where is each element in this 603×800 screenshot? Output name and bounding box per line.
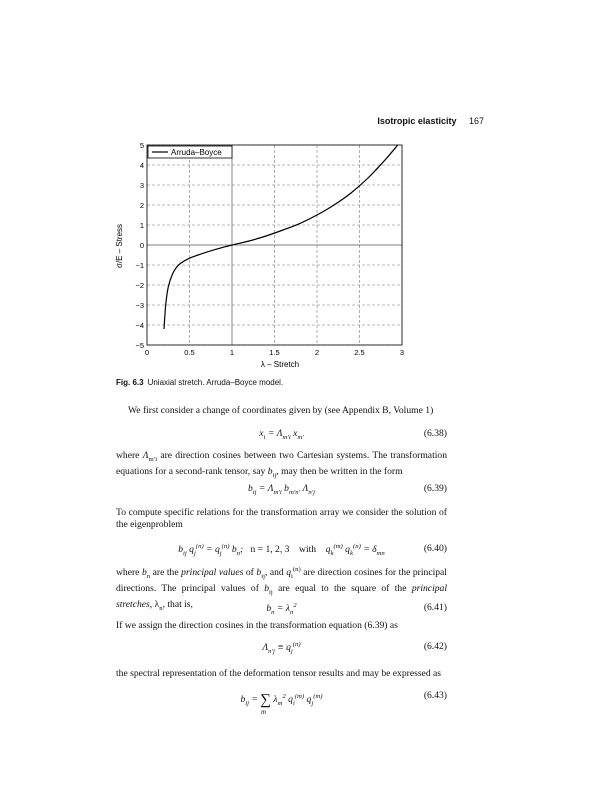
equation-6-38 <box>116 428 447 442</box>
paragraph-2: where $\Lambda_{m'i}$ are direction cosines between two Cartesian systems. The transformation equations for a second-rank tensor, say $b_{ij}$, may then be written in the form <box>116 450 447 479</box>
x-tick-label: 0.5 <box>184 348 195 357</box>
figure-caption <box>116 378 283 387</box>
stress-stretch-chart <box>108 138 418 370</box>
y-tick-label: 2 <box>139 201 144 210</box>
equation-6-38-expr: $x_i = \Lambda_{m'i}$ $x_{m'}$ <box>259 428 304 441</box>
equation-6-40-expr: $b_{ij}$ $q_j^{(n)} = q_j^{(n)}$ $b_n$; n = 1, 2, 3 with $q_k^{(m)}$ $q_k^{(n)} = \delta_{mn}$ <box>178 543 385 558</box>
equation-6-39-expr: $b_{ij} = \Lambda_{m'i}$ $b_{m'n'}$ $\Lambda_{n'j}$ <box>247 483 316 496</box>
paragraph-6: the spectral representation of the deformation tensor results and may be expressed as <box>116 668 442 679</box>
x-tick-label: 1 <box>229 348 235 357</box>
equation-6-39-number: (6.39) <box>423 483 447 494</box>
equation-6-40-number: (6.40) <box>423 543 447 554</box>
y-tick-label: 1 <box>139 221 144 230</box>
equation-6-38-number: (6.38) <box>423 428 447 439</box>
equation-6-42 <box>116 641 447 655</box>
x-tick-label: 3 <box>399 348 405 357</box>
equation-6-41 <box>116 602 447 616</box>
equation-6-41-expr: $b_n = \lambda_n^2$ <box>266 602 297 617</box>
equation-6-39 <box>116 483 447 497</box>
running-head <box>0 116 484 126</box>
x-tick-label: 1.5 <box>269 348 280 357</box>
y-tick-label: 5 <box>139 141 144 150</box>
chart-grid <box>147 145 402 345</box>
paragraph-3: To compute specific relations for the transformation array we consider the solution of the eigenproblem <box>116 507 447 530</box>
equation-6-43 <box>116 690 447 720</box>
paragraph-1: We first consider a change of coordinates given by (see Appendix B, Volume 1) <box>128 405 434 416</box>
equation-6-41-number: (6.41) <box>423 602 447 613</box>
equation-6-43-number: (6.43) <box>423 690 447 701</box>
y-tick-label: −4 <box>135 321 144 330</box>
figure-caption-text: Uniaxial stretch. Arruda–Boyce model. <box>147 378 284 387</box>
equation-6-42-expr: $\Lambda_{n'j} \equiv q_j^{(n)}$ <box>262 641 301 656</box>
y-axis-ticks <box>135 141 144 350</box>
legend-label: Arruda–Boyce <box>171 148 222 157</box>
paragraph-4: where $b_n$ are the principal values of $b_{ij}$, and $q_i^{(n)}$ are direction cosines for the principal directions. The principal values of $b_{ij}$ are equal to the square of the principal stretches, $\lambda_n$, that is, <box>116 566 447 612</box>
y-tick-label: −5 <box>135 341 144 350</box>
y-tick-label: 0 <box>139 241 144 250</box>
chart-legend <box>148 146 232 158</box>
y-tick-label: −2 <box>135 281 144 290</box>
x-tick-label: 2.5 <box>354 348 365 357</box>
arruda-boyce-curve <box>164 145 398 329</box>
x-axis-ticks <box>145 348 404 357</box>
equation-6-43-expr: $b_{ij}$ = ∑ m $\lambda_m^2$ $q_i^{(m)}$ $q_j^{(m)}$ <box>240 692 323 716</box>
figure-label: Fig. 6.3 <box>116 378 144 387</box>
y-tick-label: −3 <box>135 301 144 310</box>
page-number: 167 <box>468 116 484 126</box>
y-tick-label: −1 <box>135 261 144 270</box>
section-title: Isotropic elasticity <box>377 116 457 126</box>
equation-6-42-number: (6.42) <box>423 641 447 652</box>
x-tick-label: 2 <box>314 348 320 357</box>
equation-6-40 <box>116 543 447 557</box>
y-axis-label: σ/E – Stress <box>115 223 124 269</box>
paragraph-5: If we assign the direction cosines in the transformation equation (6.39) as <box>116 620 398 631</box>
y-tick-label: 4 <box>139 161 144 170</box>
y-tick-label: 3 <box>139 181 144 190</box>
x-tick-label: 0 <box>144 348 150 357</box>
x-axis-label: λ – Stretch <box>260 360 300 369</box>
